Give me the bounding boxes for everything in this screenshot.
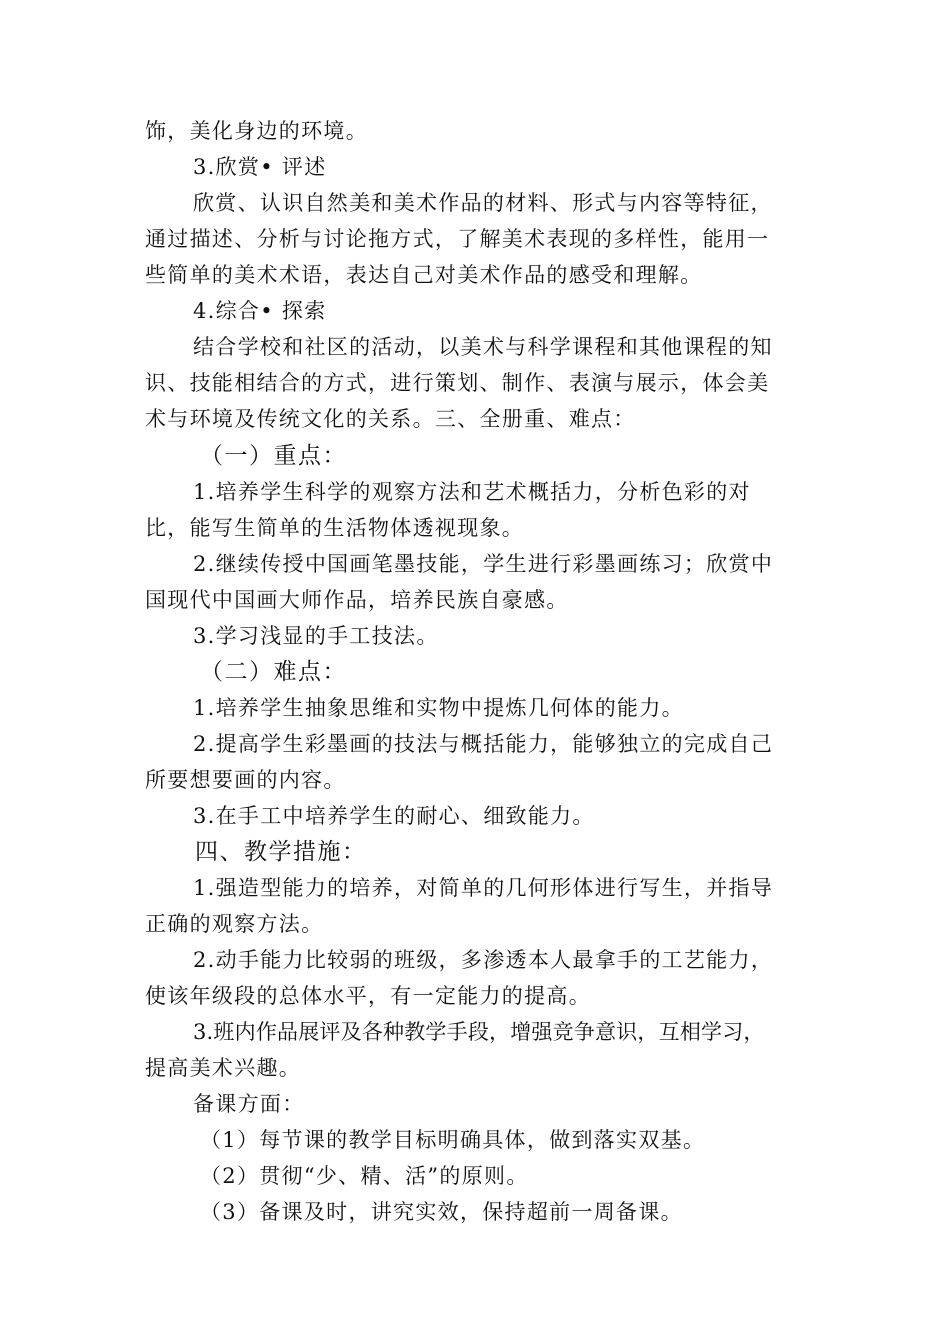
- subsection-heading: 备课方面：: [193, 1092, 305, 1116]
- text-line: 欣赏、认识自然美和美术作品的材料、形式与内容等特征，: [193, 191, 773, 215]
- text-line: 比，能写生简单的生活物体透视现象。: [145, 516, 525, 540]
- text-line: 所要想要画的内容。: [145, 768, 346, 792]
- text-line: 正确的观察方法。: [145, 912, 324, 936]
- list-item: （1）每节课的教学目标明确具体，做到落实双基。: [200, 1128, 706, 1152]
- text-line: 通过描述、分析与讨论拖方式，了解美术表现的多样性，能用一: [145, 227, 770, 251]
- list-item: （3）备课及时，讲究实效，保持超前一周备课。: [200, 1200, 683, 1224]
- list-item: （2）贯彻“少、精、活”的原则。: [200, 1164, 529, 1188]
- text-line: 提高美术兴趣。: [145, 1056, 302, 1080]
- list-item: 3.班内作品展评及各种教学手段，增强竞争意识，互相学习，: [193, 1020, 765, 1044]
- list-item: 2.提高学生彩墨画的技法与概括能力，能够独立的完成自己: [193, 732, 774, 756]
- list-item: 1.培养学生抽象思维和实物中提炼几何体的能力。: [193, 696, 684, 720]
- list-item: 1.强造型能力的培养，对简单的几何形体进行写生，并指导: [193, 876, 774, 900]
- list-item: 2.动手能力比较弱的班级，多渗透本人最拿手的工艺能力，: [193, 948, 774, 972]
- section-heading-difficulties: （二）难点：: [200, 659, 347, 685]
- text-line: 术与环境及传统文化的关系。三、全册重、难点：: [145, 407, 636, 431]
- list-item: 3.在手工中培养学生的耐心、细致能力。: [193, 804, 595, 828]
- text-line: 识、技能相结合的方式，进行策划、制作、表演与展示，体会美: [145, 371, 770, 395]
- subsection-heading: 4.综合• 探索: [193, 299, 327, 323]
- list-item: 3.学习浅显的手工技法。: [193, 624, 439, 648]
- subsection-heading: 3.欣赏• 评述: [193, 155, 327, 179]
- text-line: 些简单的美术术语，表达自己对美术作品的感受和理解。: [145, 263, 703, 287]
- text-line: 国现代中国画大师作品，培养民族自豪感。: [145, 588, 569, 612]
- section-heading-key-points: （一）重点：: [200, 443, 347, 469]
- list-item: 2.继续传授中国画笔墨技能，学生进行彩墨画练习；欣赏中: [193, 552, 774, 576]
- list-item: 1.培养学生科学的观察方法和艺术概括力，分析色彩的对: [193, 480, 751, 504]
- section-heading-teaching-measures: 四、教学措施：: [195, 839, 367, 865]
- text-line: 饰，美化身边的环境。: [145, 119, 368, 143]
- text-line: 使该年级段的总体水平，有一定能力的提高。: [145, 984, 591, 1008]
- text-line: 结合学校和社区的活动，以美术与科学课程和其他课程的知: [193, 335, 773, 359]
